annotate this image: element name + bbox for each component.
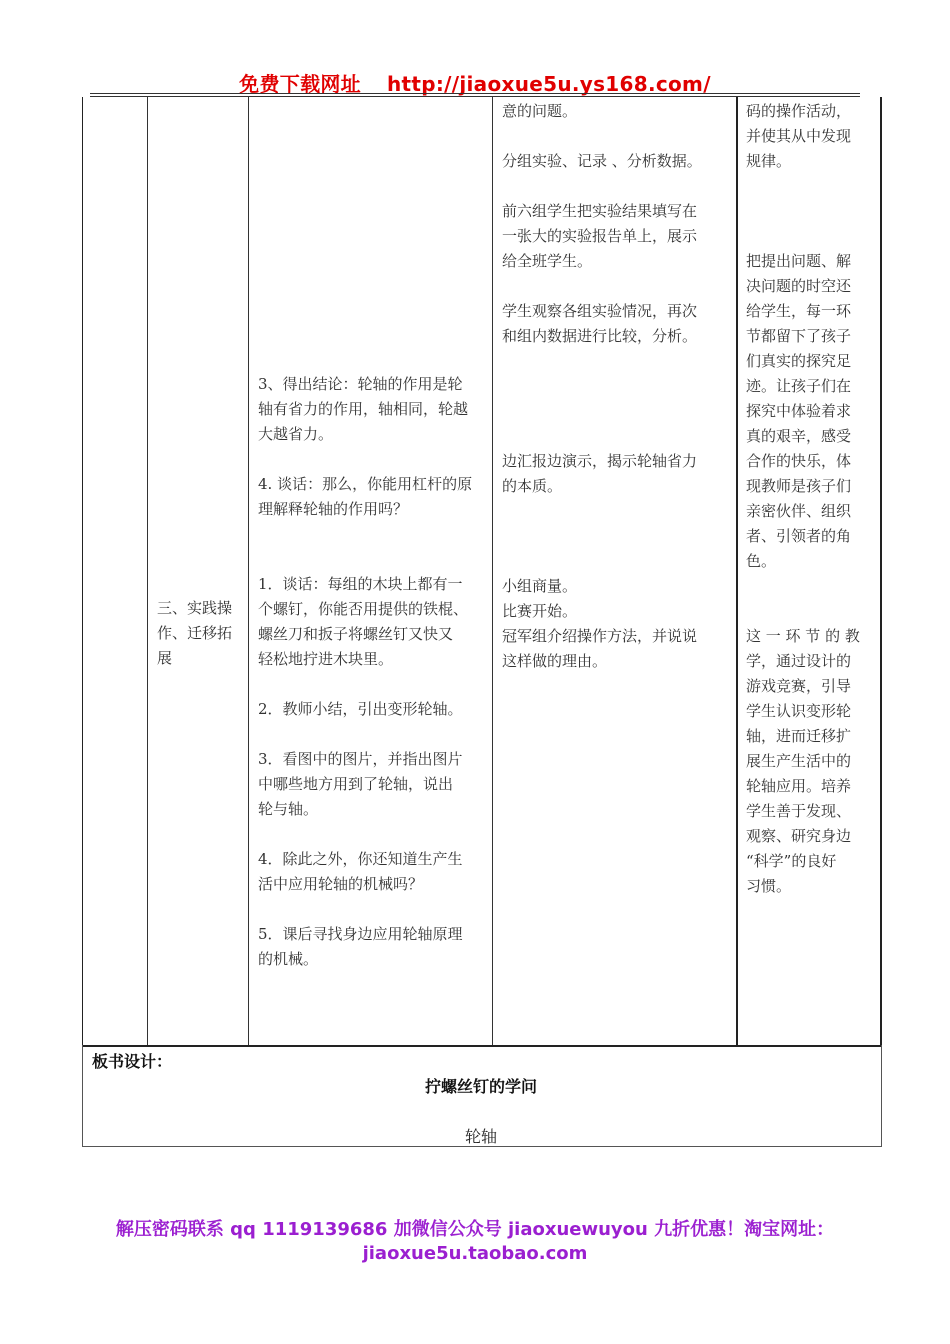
stage-line: 作、迁移拓	[157, 624, 233, 642]
board-heading: 拧螺丝钉的学问	[424, 1077, 537, 1096]
intent-line: 色。	[746, 552, 777, 570]
intent-line: 探究中体验着求	[746, 402, 852, 420]
stage-line: 三、实践操	[157, 599, 233, 617]
column-divider	[147, 97, 148, 1045]
column-divider	[736, 97, 738, 1045]
footer-banner	[60, 1218, 890, 1266]
column-divider	[492, 97, 493, 1045]
student-line	[502, 549, 732, 574]
teacher-line	[258, 672, 488, 697]
student-line: 小组商量。	[502, 577, 578, 595]
student-line: 一张大的实验报告单上，展示	[502, 227, 698, 245]
teacher-activity-cell	[258, 372, 488, 972]
teacher-line	[258, 522, 488, 547]
teacher-line: 3、得出结论：轮轴的作用是轮	[258, 375, 463, 393]
student-line: 冠军组介绍操作方法，并说说	[502, 627, 698, 645]
student-line	[502, 174, 732, 199]
teacher-line: 的机械。	[258, 950, 319, 968]
teacher-line: 4. 谈话：那么，你能用杠杆的原	[258, 475, 473, 493]
student-line	[502, 349, 732, 374]
student-line: 比赛开始。	[502, 602, 578, 620]
intent-line: 观察、研究身边	[746, 827, 852, 845]
board-title: 板书设计：	[92, 1052, 173, 1071]
student-line	[502, 274, 732, 299]
intent-line: 者、引领者的角	[746, 527, 852, 545]
teacher-line	[258, 897, 488, 922]
intent-line: 学，通过设计的	[746, 652, 852, 670]
student-line	[502, 374, 732, 399]
header-rule	[90, 93, 860, 94]
board-line: 轮轴	[464, 1127, 497, 1146]
column-divider	[248, 97, 249, 1045]
intent-line: 节都留下了孩子	[746, 327, 852, 345]
stage-label-cell	[157, 596, 243, 671]
teacher-line: 螺丝刀和扳子将螺丝钉又快又	[258, 625, 454, 643]
intent-line: 迹。让孩子们在	[746, 377, 852, 395]
teacher-line: 活中应用轮轴的机械吗？	[258, 875, 424, 893]
intent-line: 并使其从中发现	[746, 127, 852, 145]
intent-line: 规律。	[746, 152, 792, 170]
intent-line: 轴，进而迁移扩	[746, 727, 852, 745]
intent-line: 展生产生活中的	[746, 752, 852, 770]
teacher-line	[258, 722, 488, 747]
teacher-line: 轻松地拧进木块里。	[258, 650, 394, 668]
teacher-line	[258, 447, 488, 472]
student-line	[502, 424, 732, 449]
student-activity-cell	[502, 99, 732, 674]
intent-line: 给学生，每一环	[746, 302, 852, 320]
teacher-line: 4．除此之外，你还知道生产生	[258, 850, 463, 868]
intent-line: 学生善于发现、	[746, 802, 852, 820]
header-label: 免费下载网址	[239, 72, 361, 96]
intent-line: 轮轴应用。培养	[746, 777, 852, 795]
teacher-line: 2．教师小结，引出变形轮轴。	[258, 700, 463, 718]
teacher-line: 大越省力。	[258, 425, 334, 443]
teacher-line: 3．看图中的图片，并指出图片	[258, 750, 463, 768]
teacher-line: 轮与轴。	[258, 800, 319, 818]
intent-line	[746, 199, 874, 224]
intent-line: 合作的快乐，体	[746, 452, 852, 470]
footer-line-1: 解压密码联系 qq 1119139686 加微信公众号 jiaoxuewuyou 九折优惠！淘宝网址：	[115, 1219, 835, 1240]
student-line: 前六组学生把实验结果填写在	[502, 202, 698, 220]
intent-line: 们真实的探究足	[746, 352, 852, 370]
teacher-line: 中哪些地方用到了轮轴，说出	[258, 775, 454, 793]
intent-line	[746, 574, 874, 599]
intent-line	[746, 599, 874, 624]
intent-line: 真的艰辛，感受	[746, 427, 852, 445]
intent-line: “科学”的良好	[746, 852, 837, 870]
teacher-line: 理解释轮轴的作用吗？	[258, 500, 409, 518]
student-line	[502, 524, 732, 549]
teacher-line: 1．谈话：每组的木块上都有一	[258, 575, 463, 593]
intent-line: 现教师是孩子们	[746, 477, 852, 495]
student-line	[502, 124, 732, 149]
teacher-line: 5．课后寻找身边应用轮轴原理	[258, 925, 463, 943]
student-line: 意的问题。	[502, 102, 578, 120]
stage-line: 展	[157, 649, 173, 667]
intent-line: 学生认识变形轮	[746, 702, 852, 720]
intent-line: 把提出问题、解	[746, 252, 852, 270]
intent-line: 习惯。	[746, 877, 792, 895]
intent-line: 游戏竞赛，引导	[746, 677, 852, 695]
student-line: 学生观察各组实验情况，再次	[502, 302, 698, 320]
student-line: 和组内数据进行比较，分析。	[502, 327, 698, 345]
student-line: 分组实验、记录 、分析数据。	[502, 152, 702, 170]
student-line: 边汇报边演示，揭示轮轴省力	[502, 452, 698, 470]
teacher-line: 个螺钉，你能否用提供的铁棍、	[258, 600, 469, 618]
teacher-line	[258, 822, 488, 847]
header-url-link[interactable]: http://jiaoxue5u.ys168.com/	[386, 72, 711, 96]
intent-line	[746, 224, 874, 249]
intent-line: 决问题的时空还	[746, 277, 852, 295]
teacher-line	[258, 547, 488, 572]
intent-line: 亲密伙伴、组织	[746, 502, 852, 520]
student-line	[502, 399, 732, 424]
student-line: 的本质。	[502, 477, 563, 495]
student-line	[502, 499, 732, 524]
student-line: 给全班学生。	[502, 252, 593, 270]
design-intent-cell	[746, 99, 874, 899]
intent-line: 这 一 环 节 的 教	[746, 627, 860, 645]
student-line: 这样做的理由。	[502, 652, 608, 670]
teacher-line: 轴有省力的作用，轴相同，轮越	[258, 400, 469, 418]
intent-line: 码的操作活动，	[746, 102, 852, 120]
footer-line-2[interactable]: jiaoxue5u.taobao.com	[362, 1243, 588, 1264]
intent-line	[746, 174, 874, 199]
